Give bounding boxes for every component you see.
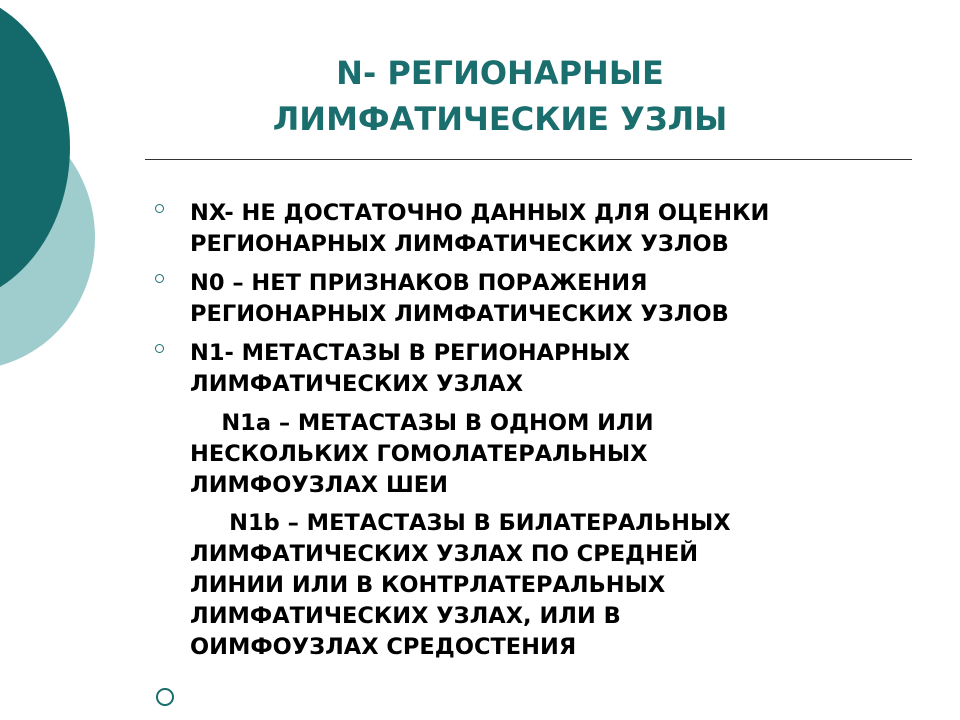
sub-item-text-line: НЕСКОЛЬКИХ ГОМОЛАТЕРАЛЬНЫХ (190, 441, 648, 467)
circle-bullet-icon (155, 274, 164, 283)
bullet-list (155, 198, 885, 670)
item-text-line: РЕГИОНАРНЫХ ЛИМФАТИЧЕСКИХ УЗЛОВ (190, 301, 729, 327)
sub-item-text-line: N1a – МЕТАСТАЗЫ В ОДНОМ ИЛИ (190, 410, 654, 436)
sub-item-text-line: N1b – МЕТАСТАЗЫ В БИЛАТЕРАЛЬНЫХ (190, 510, 731, 536)
list-item-n1 (155, 338, 885, 400)
item-text-line: N1- МЕТАСТАЗЫ В РЕГИОНАРНЫХ (190, 340, 630, 366)
sub-item-text-line: ЛИНИИ ИЛИ В КОНТРЛАТЕРАЛЬНЫХ (190, 572, 666, 598)
list-item-nx (155, 198, 885, 260)
sub-item-text-line: ЛИМФАТИЧЕСКИХ УЗЛАХ, ИЛИ В (190, 603, 621, 629)
item-text-line: NX- НЕ ДОСТАТОЧНО ДАННЫХ ДЛЯ ОЦЕНКИ (190, 200, 770, 226)
circle-bullet-icon (155, 204, 164, 213)
title-line: ЛИМФАТИЧЕСКИЕ УЗЛЫ (272, 100, 728, 138)
item-text-line: РЕГИОНАРНЫХ ЛИМФАТИЧЕСКИХ УЗЛОВ (190, 231, 729, 257)
circle-bullet-icon (155, 344, 164, 353)
sub-item-n1a (155, 408, 885, 501)
slide-title (230, 50, 770, 142)
empty-circle-bullet-icon (156, 688, 174, 706)
item-text-line: ЛИМФАТИЧЕСКИХ УЗЛАХ (190, 371, 524, 397)
title-line: N- РЕГИОНАРНЫЕ (336, 54, 664, 92)
sub-item-text-line: ОИМФОУЗЛАХ СРЕДОСТЕНИЯ (190, 634, 577, 660)
sub-item-text-line: ЛИМФОУЗЛАХ ШЕИ (190, 472, 448, 498)
item-text-line: N0 – НЕТ ПРИЗНАКОВ ПОРАЖЕНИЯ (190, 270, 648, 296)
sub-item-text-line: ЛИМФАТИЧЕСКИХ УЗЛАХ ПО СРЕДНЕЙ (190, 541, 699, 567)
title-divider (145, 159, 912, 160)
list-item-n0 (155, 268, 885, 330)
sub-item-n1b (155, 508, 885, 663)
